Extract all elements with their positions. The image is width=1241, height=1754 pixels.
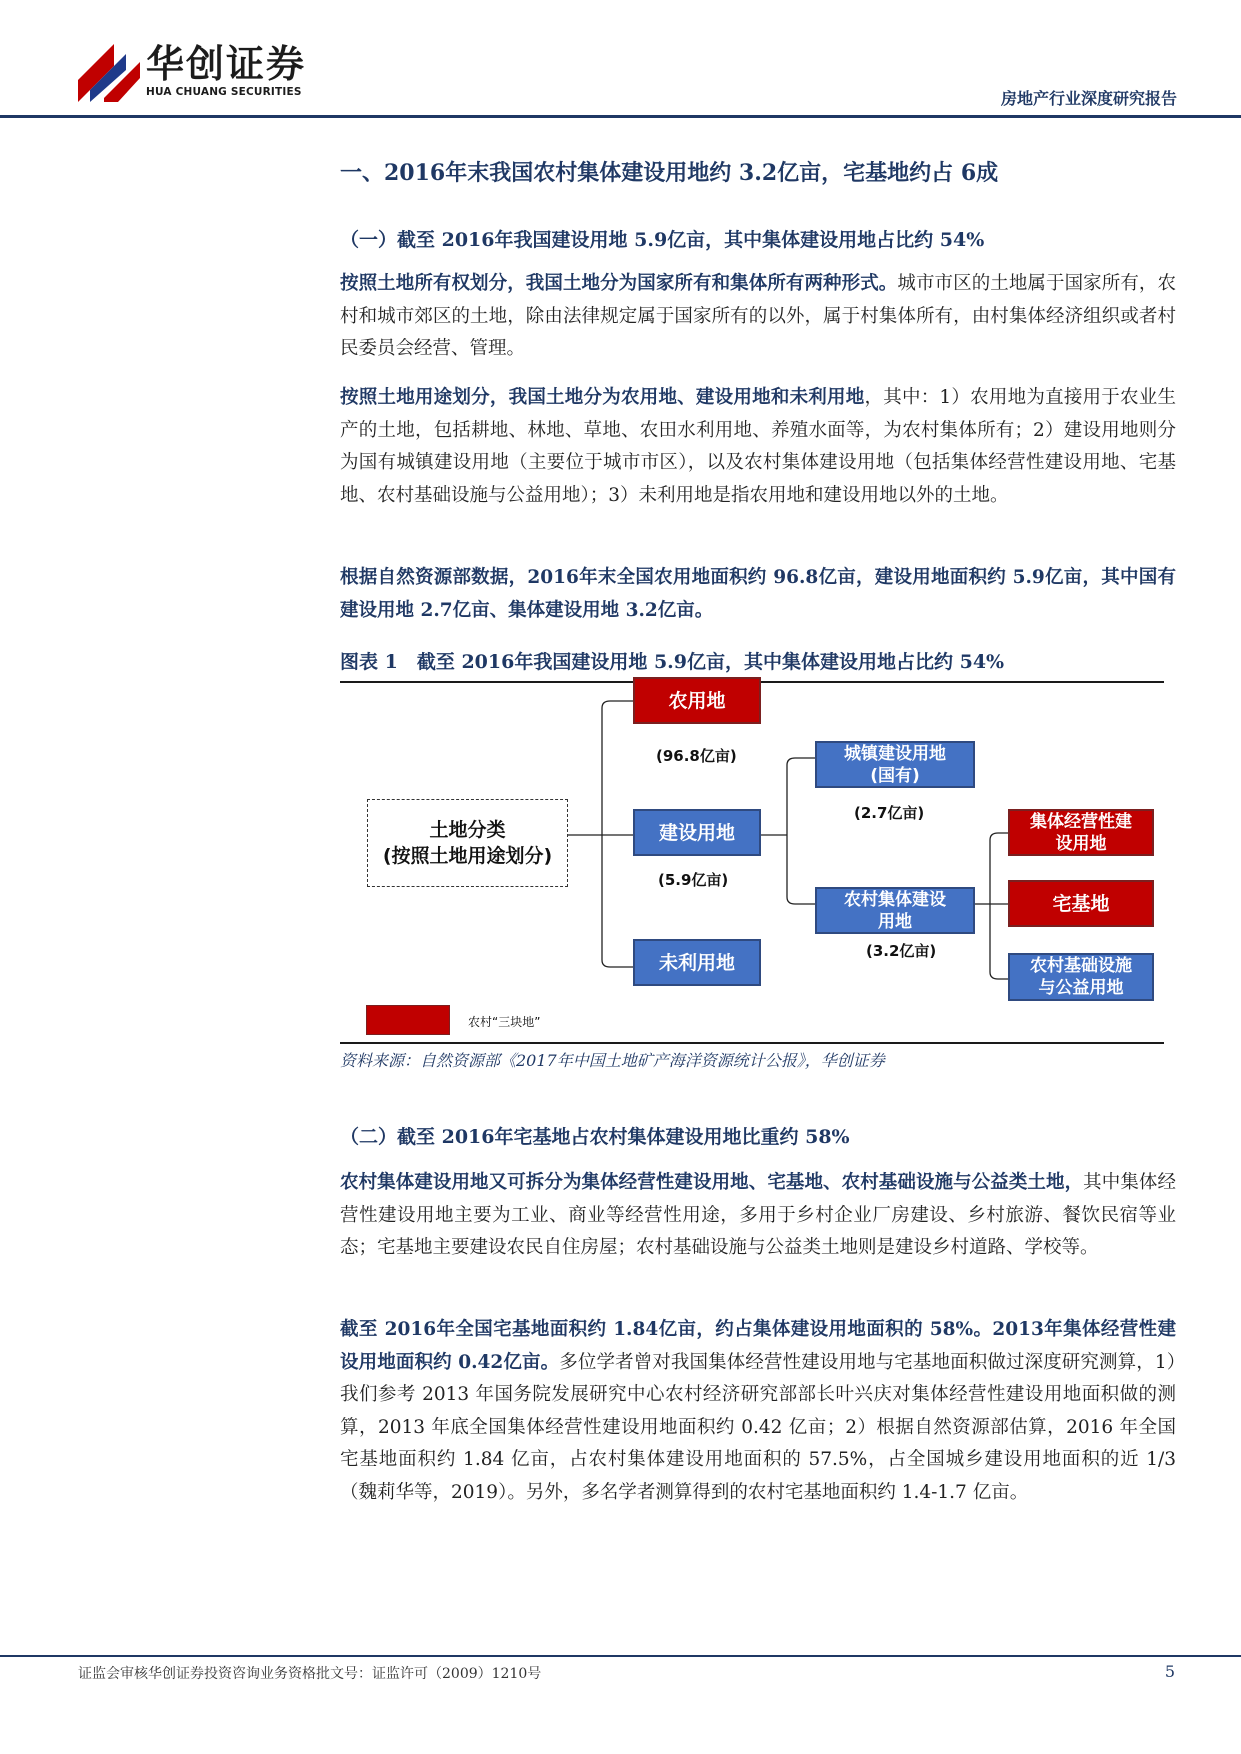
paragraph-usage bbox=[340, 382, 1176, 512]
paragraph-ownership bbox=[340, 268, 1176, 366]
node-label: (国有) bbox=[870, 765, 920, 786]
subsection-heading-2: （二）截至 2016年宅基地占农村集体建设用地比重约 58% bbox=[340, 1126, 850, 1148]
value-rural-collective-land: (3.2亿亩) bbox=[866, 942, 937, 960]
node-agricultural-land: 农用地 bbox=[633, 677, 761, 724]
node-label: 集体经营性建 bbox=[1030, 811, 1132, 832]
paragraph-body: ，其中：1）农用地为直接用于农业生产的土地，包括耕地、林地、草地、农田水利用地、养殖水面等，为农村集体所有；2）建设用地则分为国有城镇建设用地（主要位于城市市区），以及农村集体建设用地（包括集体经营性建设用地、宅基地、农村基础设施与公益用地）；3）未利用地是指农用地和建设用地以外的土地。 bbox=[340, 387, 1176, 506]
subsection-heading-1: （一）截至 2016年我国建设用地 5.9亿亩，其中集体建设用地占比约 54% bbox=[340, 229, 985, 251]
connector-urban bbox=[787, 758, 815, 835]
node-homestead: 宅基地 bbox=[1008, 880, 1154, 927]
node-urban-construction-land bbox=[815, 741, 975, 788]
node-label: 与公益用地 bbox=[1038, 978, 1124, 998]
company-logo bbox=[78, 42, 328, 104]
paragraph-lead: 按照土地所有权划分，我国土地分为国家所有和集体所有两种形式。 bbox=[340, 273, 898, 294]
node-label: 设用地 bbox=[1055, 833, 1107, 854]
node-label: 城镇建设用地 bbox=[844, 743, 946, 764]
node-construction-land: 建设用地 bbox=[633, 809, 761, 856]
paragraph-body: 城市市区的土地属于国家所有，农村和城市郊区的土地，除由法律规定属于国家所有的以外，属于村集体所有，由村集体经济组织或者村民委员会经营、管理。 bbox=[340, 273, 1176, 359]
paragraph-homestead-area bbox=[340, 1314, 1176, 1509]
footer-license-note: 证监会审核华创证券投资咨询业务资格批文号：证监许可（2009）1210号 bbox=[78, 1666, 542, 1682]
node-infrastructure-land bbox=[1008, 953, 1154, 1001]
node-label: 用地 bbox=[878, 911, 912, 932]
paragraph-lead: 根据自然资源部数据，2016年末全国农用地面积约 96.8亿亩，建设用地面积约 5.9亿亩，其中国有建设用地 2.7亿亩、集体建设用地 3.2亿亩。 bbox=[340, 567, 1176, 621]
logo-mark-icon bbox=[78, 44, 140, 102]
node-label: 农村基础设施 bbox=[1030, 956, 1132, 976]
section-heading: 一、2016年末我国农村集体建设用地约 3.2亿亩，宅基地约占 6成 bbox=[340, 160, 999, 186]
node-label: (按照土地用途划分) bbox=[382, 845, 553, 867]
land-classification-diagram bbox=[340, 683, 1164, 1040]
value-agricultural-land: (96.8亿亩) bbox=[656, 747, 737, 765]
legend-swatch bbox=[366, 1005, 450, 1035]
value-urban-construction-land: (2.7亿亩) bbox=[854, 804, 925, 822]
node-rural-collective-land bbox=[815, 887, 975, 934]
paragraph-body: 多位学者曾对我国集体经营性建设用地与宅基地面积做过深度研究测算，1）我们参考 2013 年国务院发展研究中心农村经济研究部部长叶兴庆对集体经营性建设用地面积做的测算，2013 年底全国集体经营性建设用地面积约 0.42 亿亩；2）根据自然资源部估算，2016 年全国宅基地面积约 1.84 亿亩，占农村集体建设用地面积的 57.5%，占全国城乡建设用地面积的近 1/3（魏莉华等，2019）。另外，多名学者测算得到的农村宅基地面积约 1.4-1.7 亿亩。 bbox=[340, 1351, 1176, 1503]
figure-bottom-rule bbox=[340, 1042, 1164, 1044]
figure-title: 图表 1 截至 2016年我国建设用地 5.9亿亩，其中集体建设用地占比约 54% bbox=[340, 651, 1005, 673]
connector-agri bbox=[602, 701, 633, 835]
footer-divider bbox=[0, 1655, 1241, 1657]
node-land-classification bbox=[367, 799, 568, 887]
page-number: 5 bbox=[1164, 1662, 1175, 1681]
figure-source: 资料来源：自然资源部《2017年中国土地矿产海洋资源统计公报》，华创证券 bbox=[340, 1051, 885, 1070]
node-label: 农村集体建设 bbox=[844, 889, 946, 910]
report-title: 房地产行业深度研究报告 bbox=[1000, 89, 1177, 108]
paragraph-lead: 按照土地用途划分，我国土地分为农用地、建设用地和未利用地 bbox=[340, 387, 865, 408]
connector-rural bbox=[787, 835, 815, 904]
node-unused-land: 未利用地 bbox=[633, 939, 761, 986]
connector-biz bbox=[990, 833, 1008, 904]
paragraph-body: 其中集体经营性建设用地主要为工业、商业等经营性用途，多用于乡村企业厂房建设、乡村旅游、餐饮民宿等业态；宅基地主要建设农民自住房屋；农村基础设施与公益类土地则是建设乡村道路、学校等。 bbox=[340, 1172, 1176, 1258]
connector-unused bbox=[602, 835, 633, 967]
logo-text-en: HUA CHUANG SECURITIES bbox=[146, 86, 302, 98]
logo-text-cn: 华创证券 bbox=[146, 42, 307, 86]
header-divider bbox=[0, 115, 1241, 118]
paragraph-collective-split bbox=[340, 1167, 1176, 1265]
legend-label: 农村“三块地” bbox=[468, 1015, 541, 1029]
node-collective-business-land bbox=[1008, 809, 1154, 856]
value-construction-land: (5.9亿亩) bbox=[658, 871, 729, 889]
paragraph-data bbox=[340, 562, 1176, 627]
node-label: 土地分类 bbox=[429, 819, 506, 841]
paragraph-lead: 农村集体建设用地又可拆分为集体经营性建设用地、宅基地、农村基础设施与公益类土地， bbox=[340, 1172, 1084, 1193]
connector-infra bbox=[990, 904, 1008, 979]
paragraph-lead: 截至 2016年全国宅基地面积约 1.84亿亩，约占集体建设用地面积的 58%。2013年集体经营性建设用地面积约 0.42亿亩。 bbox=[340, 1319, 1176, 1373]
